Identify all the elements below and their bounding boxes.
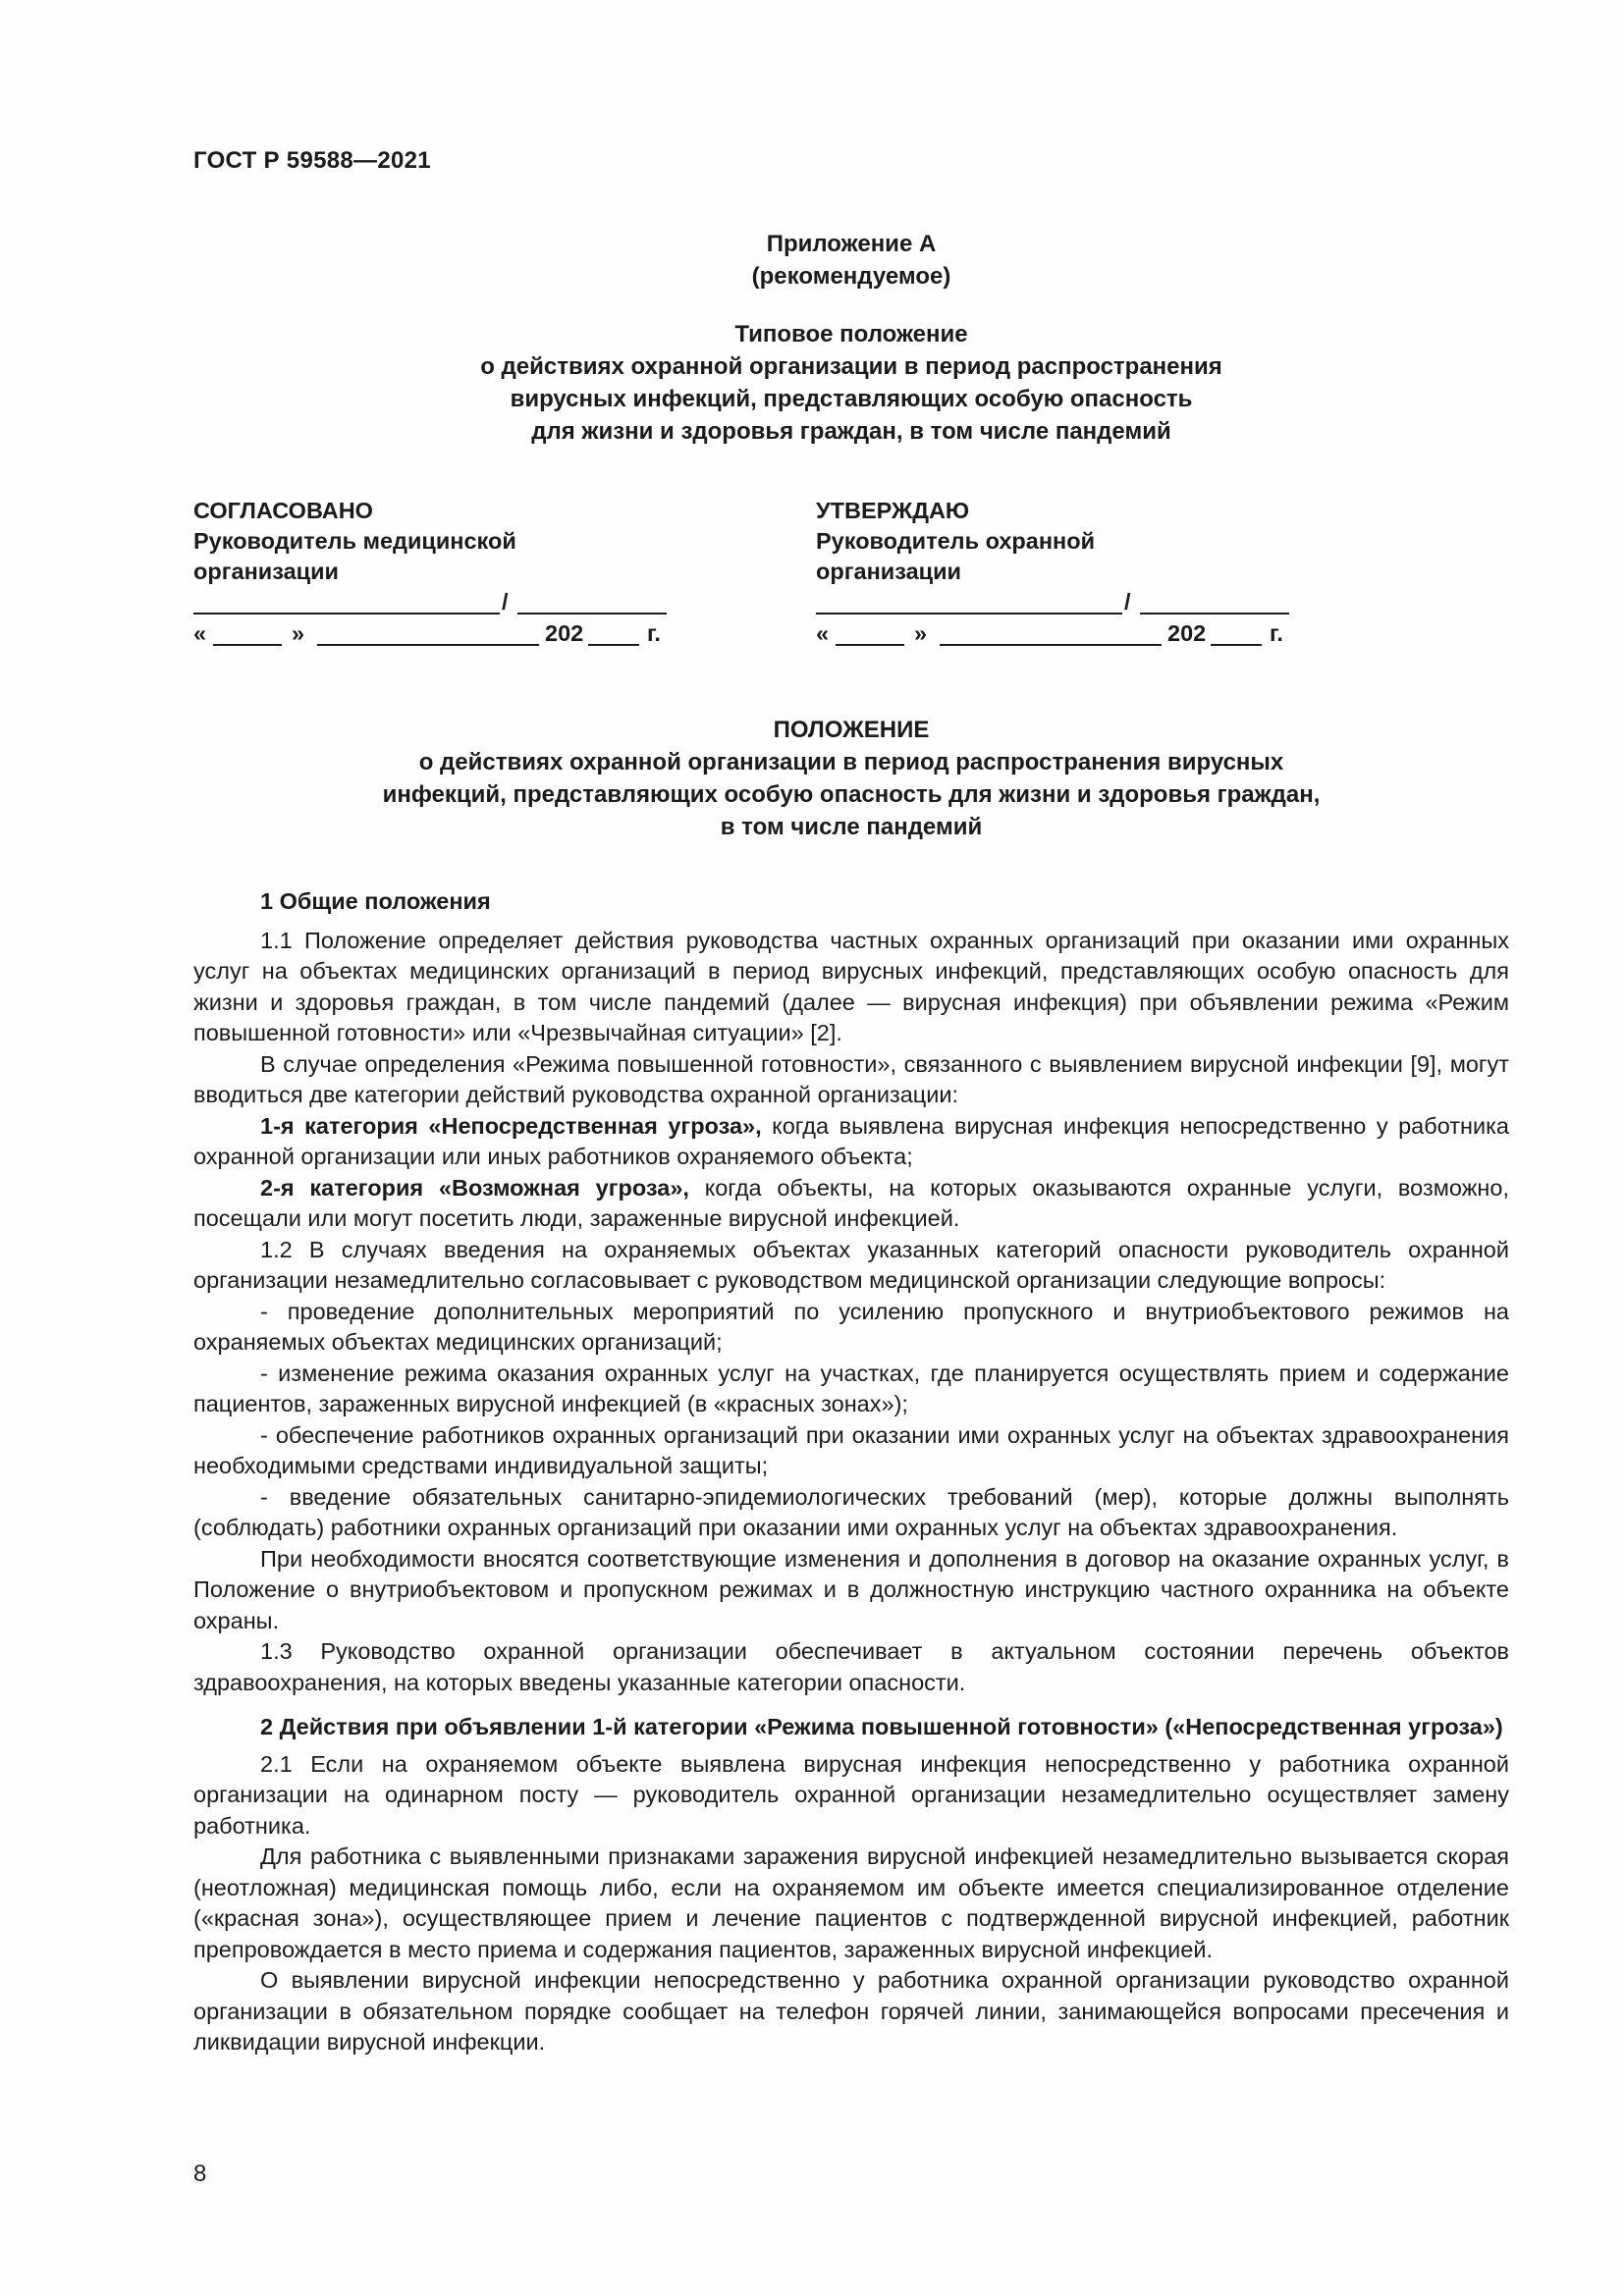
approval-role-line: Руководитель медицинской: [193, 528, 516, 554]
typical-title-line: для жизни и здоровья граждан, в том числе пандемий: [531, 418, 1171, 445]
approval-caption: УТВЕРЖДАЮ: [816, 498, 970, 523]
paragraph: 2.1 Если на охраняемом объекте выявлена вирусная инфекция непосредственно у работника охранной организации на одинарном посту — руководитель охранной организации незамедлительно осуществляет замену работника.: [193, 1750, 1509, 1839]
date-line: [193, 617, 684, 651]
regulation-title: [193, 714, 1509, 843]
document-body: [193, 886, 1509, 2058]
approval-caption: СОГЛАСОВАНО: [193, 498, 373, 523]
date-open-quote: «: [193, 620, 207, 646]
year-underline: [588, 644, 639, 646]
paragraph: О выявлении вирусной инфекции непосредственно у работника охранной организации руководство охранной организации в обязательном порядке сообщает на телефон горячей линии, занимающейся вопросами пресечения и ликвидации вирусной инфекции.: [193, 1967, 1509, 2055]
signature-slash: /: [1124, 589, 1131, 614]
year-prefix: 202: [1167, 620, 1207, 646]
typical-regulation-title: [193, 318, 1509, 448]
document-code: ГОСТ Р 59588—2021: [193, 147, 431, 174]
paragraph: 1.3 Руководство охранной организации обеспечивает в актуальном состоянии перечень объектов здравоохранения, на которых введены указанные категории опасности.: [193, 1638, 1509, 1695]
day-underline: [836, 644, 904, 646]
paragraph-category: [193, 1173, 1509, 1235]
category-label: 2-я категория «Возможная угроза»,: [260, 1174, 689, 1201]
month-underline: [940, 644, 1162, 646]
approval-role-line: организации: [816, 559, 961, 584]
regulation-title-line: инфекций, представляющих особую опасность для жизни и здоровья граждан,: [382, 781, 1321, 808]
appendix-title: Приложение А: [766, 231, 937, 257]
signature-underline: [193, 613, 500, 614]
date-close-quote: »: [292, 620, 305, 646]
appendix-heading: [193, 228, 1509, 293]
name-underline: [517, 613, 667, 614]
paragraph: При необходимости вносятся соответствующие изменения и дополнения в договор на оказание охранных услуг, в Положение о внутриобъектовом и пропускном режимах и в должностную инструкцию частного охранника на объекте охраны.: [193, 1545, 1509, 1633]
paragraph: В случае определения «Режима повышенной готовности», связанного с выявлением вирусной инфекции [9], могут вводиться две категории действий руководства охранной организации:: [193, 1050, 1509, 1107]
approval-role-line: Руководитель охранной: [816, 528, 1096, 554]
section-heading: 2 Действия при объявлении 1-й категории «Режима повышенной готовности» («Непосредственная угроза»): [260, 1714, 1503, 1739]
day-underline: [213, 644, 282, 646]
regulation-title-line: в том числе пандемий: [720, 814, 983, 840]
typical-title-line: о действиях охранной организации в период распространения: [480, 353, 1222, 380]
paragraph: 1.1 Положение определяет действия руководства частных охранных организаций при оказании ими охранных услуг на объектах медицинских организаций в период вирусных инфекций, представляющих особую опасность для жизни и здоровья граждан, в том числе пандемий (далее — вирусная инфекция) при объявлении режима «Режим повышенной готовности» или «Чрезвычайная ситуации» [2].: [193, 927, 1509, 1045]
regulation-title-line: ПОЛОЖЕНИЕ: [773, 717, 930, 743]
appendix-status: (рекомендуемое): [751, 263, 951, 290]
year-suffix: г.: [647, 620, 661, 646]
page-number: 8: [193, 2161, 207, 2187]
name-underline: [1140, 613, 1289, 614]
list-item: - изменение режима оказания охранных услуг на участках, где планируется осуществлять прием и содержание пациентов, зараженных вирусной инфекцией (в «красных зонах»);: [193, 1360, 1509, 1416]
signature-underline: [816, 613, 1122, 614]
signature-line: [193, 587, 684, 617]
month-underline: [317, 644, 539, 646]
approval-block-agreed: [193, 496, 684, 651]
list-item: - введение обязательных санитарно-эпидемиологических требований (мер), которые должны выполнять (соблюдать) работники охранных организаций при оказании ими охранных услуг на объектах здравоохранения.: [193, 1483, 1509, 1540]
typical-title-line: Типовое положение: [734, 321, 968, 347]
typical-title-line: вирусных инфекций, представляющих особую опасность: [510, 386, 1193, 412]
signature-line: [816, 587, 1307, 617]
signature-slash: /: [502, 589, 509, 614]
approval-role-line: организации: [193, 559, 339, 584]
approval-block-approved: [816, 496, 1307, 651]
category-text: когда объекты, на которых оказываются охранные услуги, возможно, посещали или могут посетить люди, зараженные вирусной инфекцией.: [193, 1174, 1509, 1231]
category-label: 1-я категория «Непосредственная угроза»,: [260, 1112, 762, 1139]
year-prefix: 202: [545, 620, 584, 646]
list-item: - обеспечение работников охранных организаций при оказании ими охранных услуг на объектах здравоохранения необходимыми средствами индивидуальной защиты;: [193, 1421, 1509, 1478]
paragraph: 1.2 В случаях введения на охраняемых объектах указанных категорий опасности руководитель охранной организации незамедлительно согласовывает с руководством медицинской организации следующие вопросы:: [193, 1236, 1509, 1293]
category-text: когда выявлена вирусная инфекция непосредственно у работника охранной организации или иных работников охраняемого объекта;: [193, 1112, 1509, 1169]
year-underline: [1211, 644, 1262, 646]
list-item: - проведение дополнительных мероприятий по усилению пропускного и внутриобъектового режимов на охраняемых объектах медицинских организаций;: [193, 1298, 1509, 1355]
paragraph: Для работника с выявленными признаками заражения вирусной инфекцией незамедлительно вызывается скорая (неотложная) медицинская помощь либо, если на охраняемом им объекте имеется специализированное отделение («красная зона»), осуществляющее прием и лечение пациентов с подтвержденной вирусной инфекцией, работник препровождается в место приема и содержания пациентов, зараженных вирусной инфекцией.: [193, 1843, 1509, 1962]
regulation-title-line: о действиях охранной организации в период распространения вирусных: [418, 749, 1284, 775]
date-close-quote: »: [914, 620, 928, 646]
year-suffix: г.: [1270, 620, 1283, 646]
paragraph-category: [193, 1111, 1509, 1173]
date-line: [816, 617, 1307, 651]
date-open-quote: «: [816, 620, 830, 646]
section-heading: 1 Общие положения: [260, 888, 491, 914]
